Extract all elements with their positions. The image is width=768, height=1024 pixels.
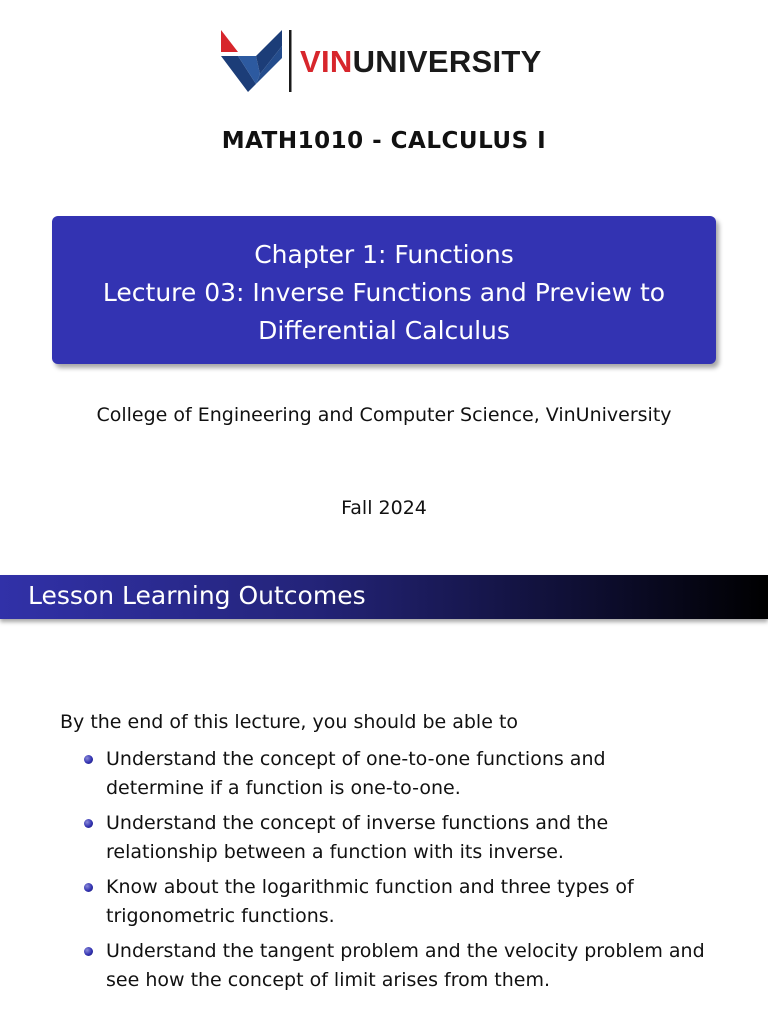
outcome-item	[82, 937, 742, 994]
logo-text-university: UNIVERSITY	[352, 44, 542, 79]
lecture-title-box	[52, 216, 716, 364]
vinuniversity-logo-mark	[218, 26, 558, 96]
vinuniversity-logo	[218, 26, 558, 96]
outcome-line: Understand the tangent problem and the velocity problem and	[106, 940, 705, 962]
frame-title-bar	[0, 575, 768, 619]
lecture-date: Fall 2024	[341, 497, 427, 519]
outcomes-list	[82, 745, 742, 1001]
bullet-icon	[84, 947, 93, 956]
outcome-line: Understand the concept of inverse functions and the	[106, 812, 609, 834]
logo-red-triangle	[221, 30, 238, 52]
outcome-item	[82, 809, 742, 866]
outcome-line: determine if a function is one-to-one.	[106, 776, 461, 799]
lecture-title-line-1: Chapter 1: Functions	[254, 240, 514, 269]
outcome-line: Understand the concept of one-to-one functions and	[106, 748, 606, 770]
bullet-icon	[84, 755, 93, 764]
outcome-item	[82, 745, 742, 802]
course-title: MATH1010 - CALCULUS I	[221, 128, 547, 154]
svg-text:VINUNIVERSITY	[300, 44, 542, 79]
outcome-line: Know about the logarithmic function and three types of	[106, 876, 634, 898]
bullet-icon	[84, 819, 93, 828]
logo-text-vin: VIN	[300, 44, 353, 79]
outcome-line: relationship between a function with its inverse.	[106, 840, 564, 863]
lecture-title-line-2: Lecture 03: Inverse Functions and Preview to	[102, 278, 666, 307]
bullet-icon	[84, 883, 93, 892]
outcome-line: see how the concept of limit arises from them.	[106, 968, 551, 991]
outcome-line: trigonometric functions.	[106, 904, 335, 927]
outcome-item	[82, 873, 742, 930]
outcomes-intro: By the end of this lecture, you should be able to	[60, 711, 519, 733]
frame-title: Lesson Learning Outcomes	[28, 581, 366, 610]
lecture-title-line-3: Differential Calculus	[258, 316, 510, 345]
logo-divider	[289, 30, 292, 92]
institute-name: College of Engineering and Computer Science, VinUniversity	[96, 404, 672, 426]
